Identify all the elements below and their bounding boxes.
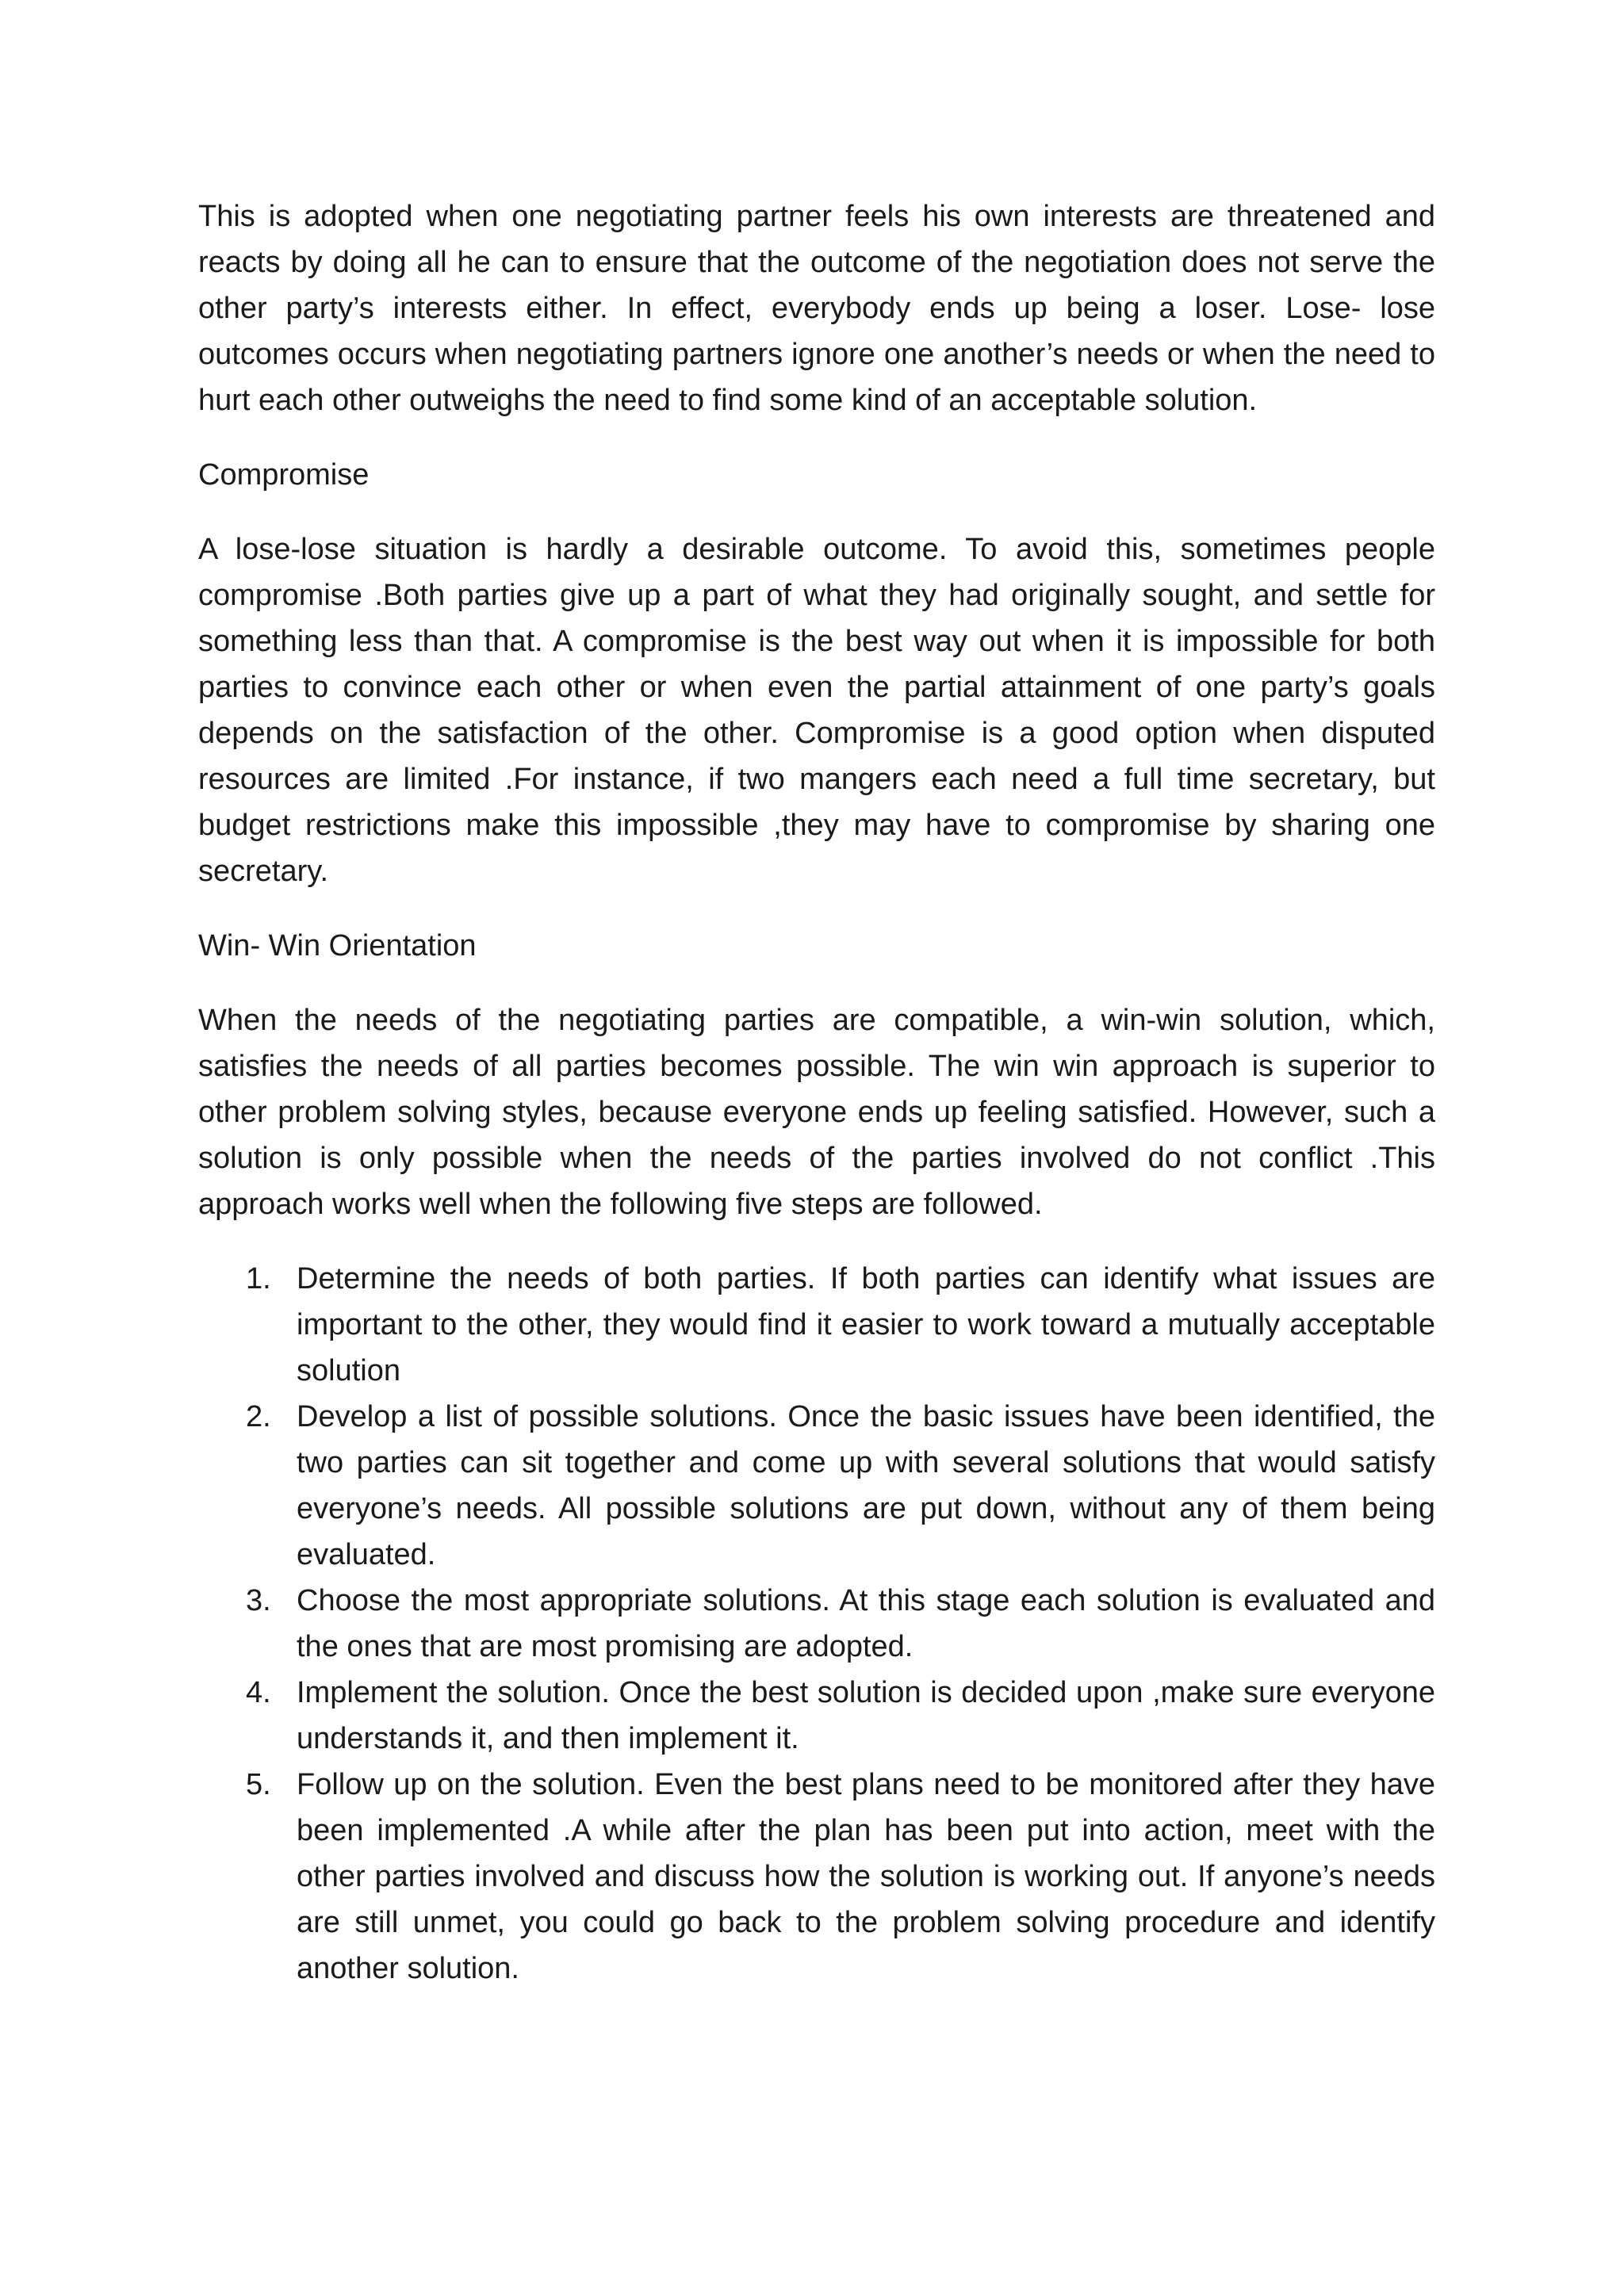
list-item-number: 5. [246, 1768, 271, 1801]
list-item [198, 1578, 1435, 1670]
paragraph-win-win: When the needs of the negotiating parties are compatible, a win-win solution, which, satisfies the needs of all parties becomes possible. The win win approach is superior to other problem solving styles, because everyone ends up feeling satisfied. However, such a solution is only possible when the needs of the parties involved do not conflict .This approach works well when the following five steps are followed. [198, 1004, 1435, 1221]
list-item-text: Choose the most appropriate solutions. At this stage each solution is evaluated and the ones that are most promising are adopted. [297, 1584, 1435, 1663]
paragraph-compromise: A lose-lose situation is hardly a desirable outcome. To avoid this, sometimes people compromise .Both parties give up a part of what they had originally sought, and settle for something less than that. A compromise is the best way out when it is impossible for both parties to convince each other or when even the partial attainment of one party’s goals depends on the satisfaction of the other. Compromise is a good option when disputed resources are limited .For instance, if two mangers each need a full time secretary, but budget restrictions make this impossible ,they may have to compromise by sharing one secretary. [198, 533, 1435, 888]
list-item-number: 4. [246, 1676, 271, 1709]
list-item-text: Follow up on the solution. Even the best plans need to be monitored after they have been implemented .A while after the plan has been put into action, meet with the other parties involved and discuss how the solution is working out. If anyone’s needs are still unmet, you could go back to the problem solving procedure and identify another solution. [297, 1768, 1435, 1985]
list-item-text: Implement the solution. Once the best solution is decided upon ,make sure everyone understands it, and then implement it. [297, 1676, 1435, 1755]
document-page [198, 193, 1435, 1992]
heading-win-win-orientation: Win- Win Orientation [198, 929, 477, 962]
paragraph-lose-lose: This is adopted when one negotiating partner feels his own interests are threatened and reacts by doing all he can to ensure that the outcome of the negotiation does not serve the other party’s interests either. In effect, everybody ends up being a loser. Lose- lose outcomes occurs when negotiating partners ignore one another’s needs or when the need to hurt each other outweighs the need to find some kind of an acceptable solution. [198, 200, 1435, 417]
list-item [198, 1394, 1435, 1578]
list-item-text: Develop a list of possible solutions. Once the basic issues have been identified, the two parties can sit together and come up with several solutions that would satisfy everyone’s needs. All possible solutions are put down, without any of them being evaluated. [297, 1400, 1435, 1571]
steps-list [198, 1256, 1435, 1992]
list-item [198, 1670, 1435, 1762]
list-item-number: 1. [246, 1262, 271, 1295]
list-item [198, 1762, 1435, 1992]
heading-compromise: Compromise [198, 458, 370, 492]
list-item-text: Determine the needs of both parties. If both parties can identify what issues are important to the other, they would find it easier to work toward a mutually acceptable solution [297, 1262, 1435, 1387]
list-item-number: 2. [246, 1400, 271, 1433]
list-item [198, 1256, 1435, 1394]
list-item-number: 3. [246, 1584, 271, 1617]
